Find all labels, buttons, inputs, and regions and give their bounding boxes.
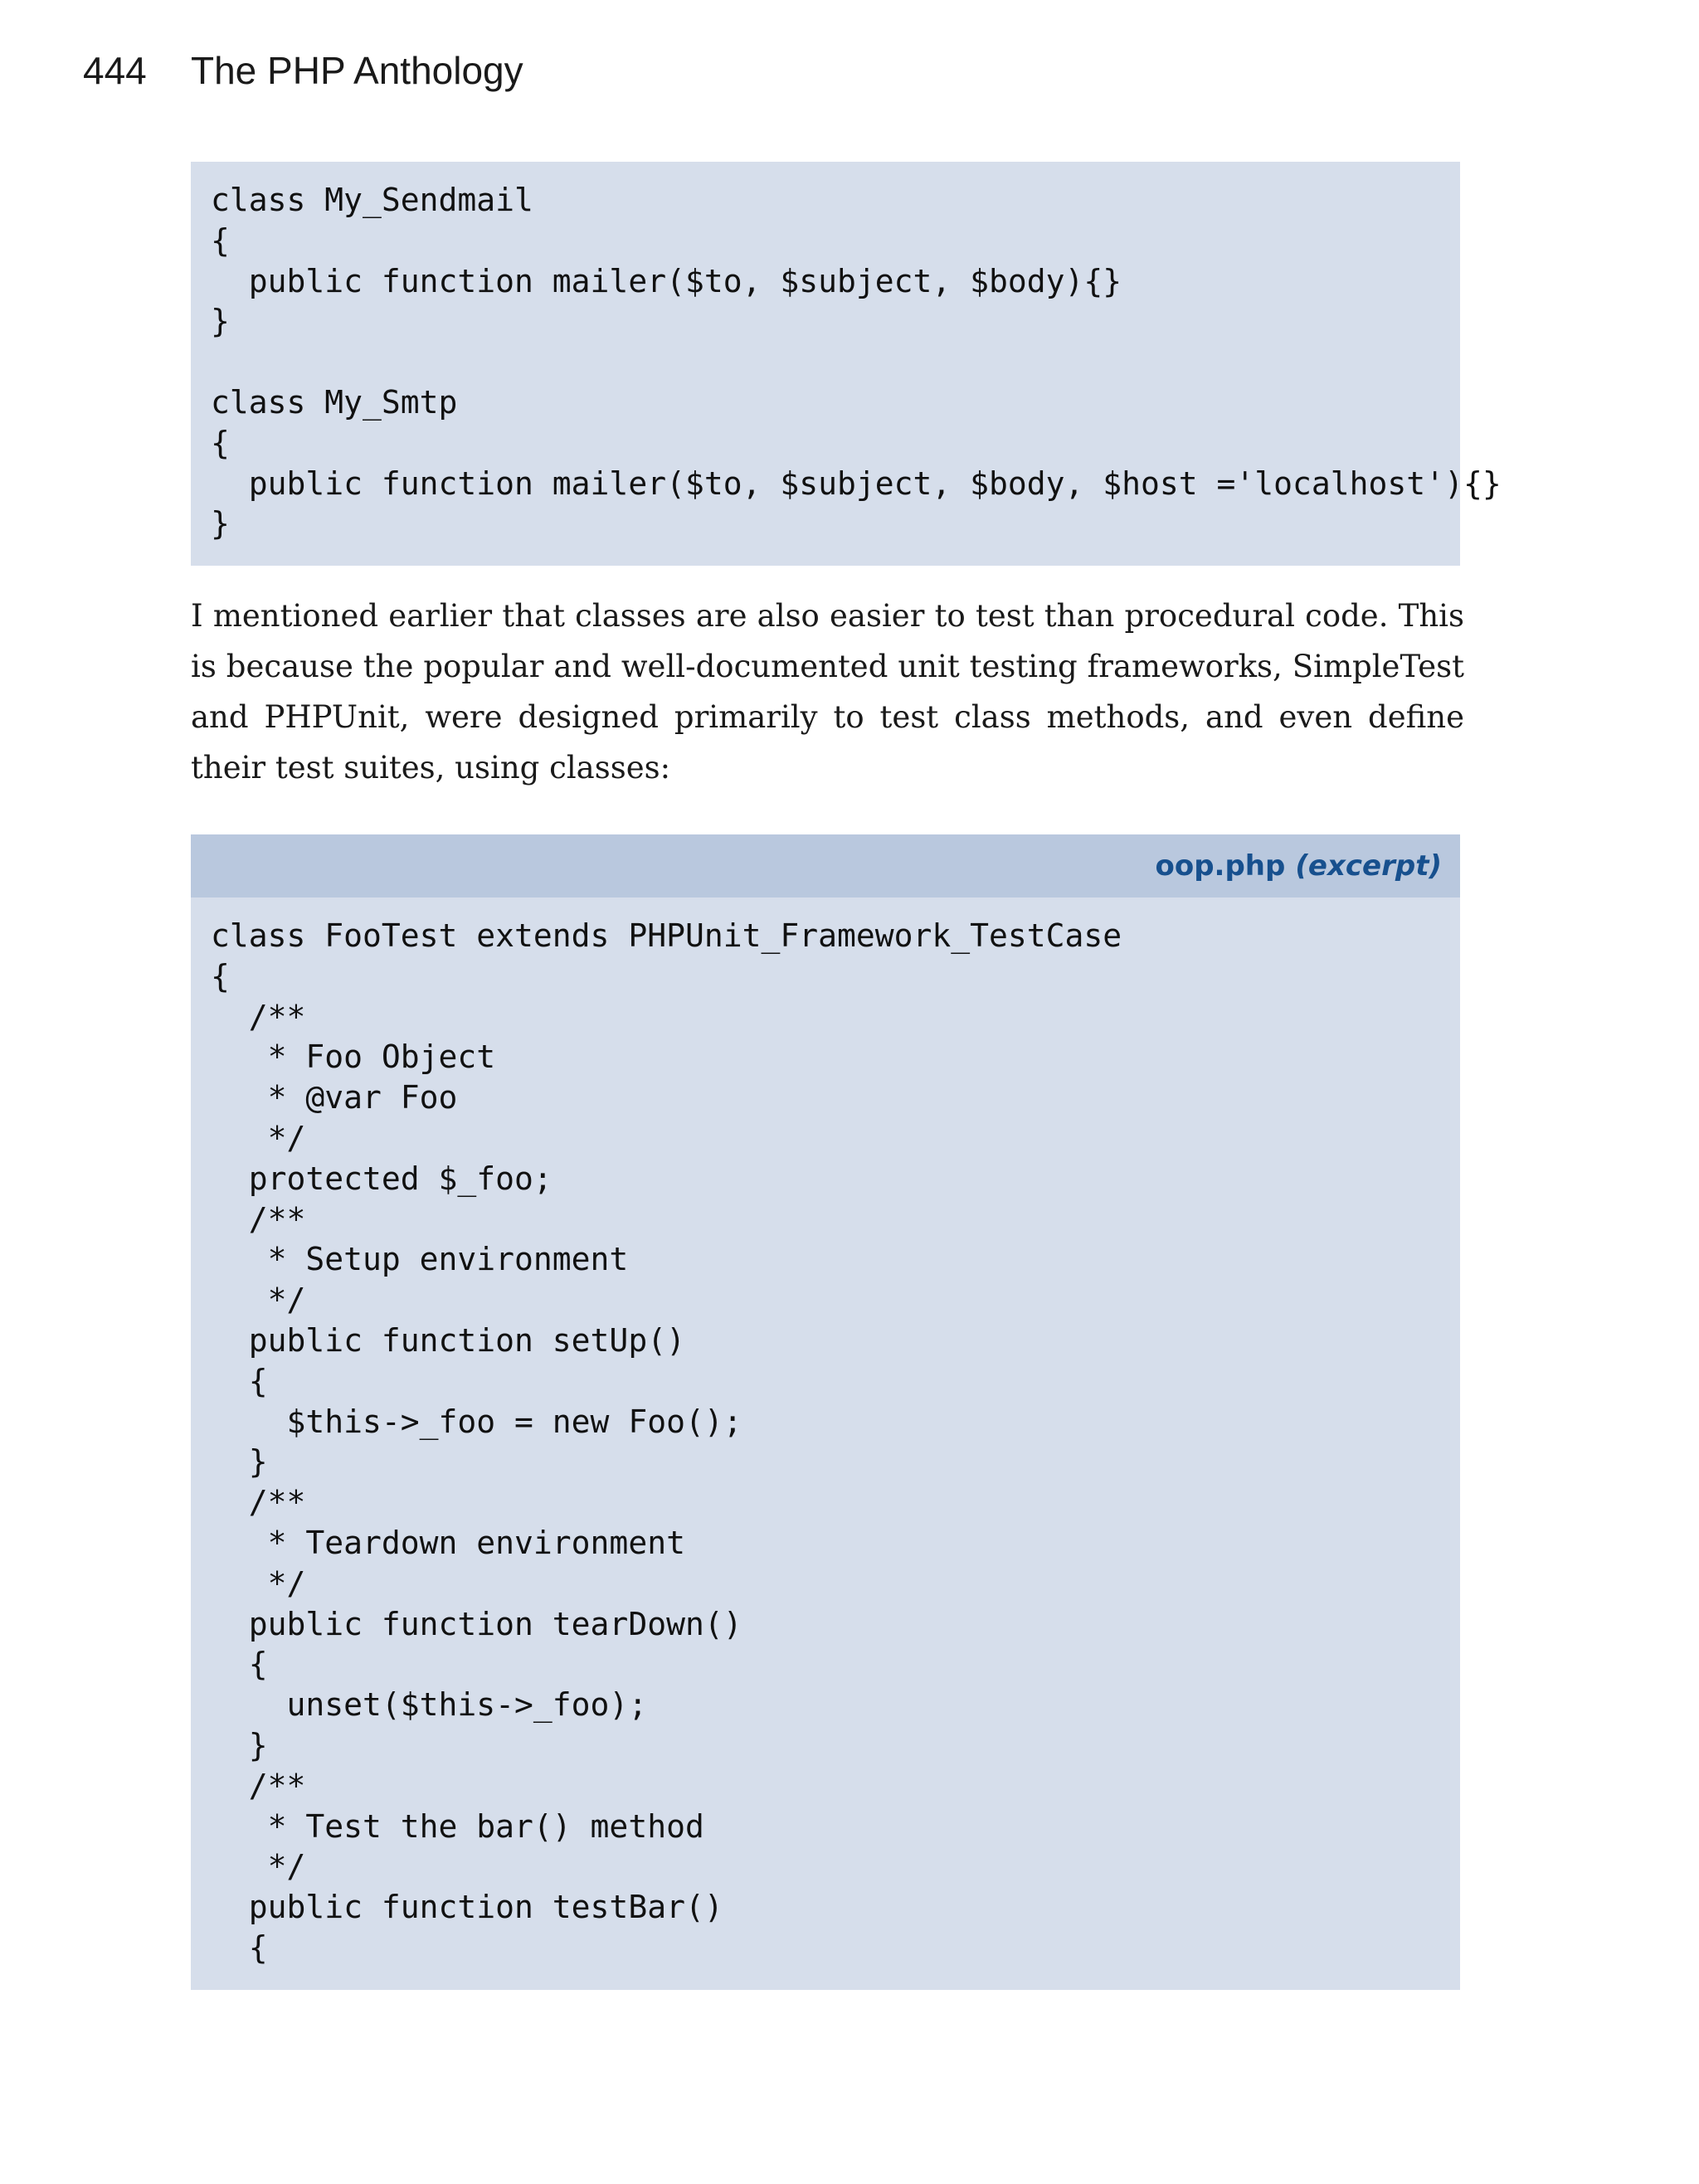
code-line: /**	[211, 1767, 306, 1804]
code-line: */	[211, 1119, 306, 1156]
caption-excerpt-note: (excerpt)	[1295, 849, 1442, 883]
code-line: }	[211, 1443, 268, 1481]
code-line: class My_Smtp	[211, 383, 458, 421]
page-header	[83, 48, 523, 98]
page-number: 444	[83, 49, 147, 92]
code-body	[191, 897, 1460, 1968]
code-line: * Test the bar() method	[211, 1807, 704, 1845]
code-line: public function mailer($to, $subject, $body, $host ='localhost'){}	[211, 465, 1502, 502]
body-paragraph: I mentioned earlier that classes are also easier to test than procedural code. This is because the popular and well-documented unit testing frameworks, SimpleTest and PHPUnit, were designed primarily to test class methods, and even define their test suites, using classes:	[191, 598, 1464, 786]
code-line: * Setup environment	[211, 1241, 629, 1278]
code-line: {	[211, 221, 230, 259]
code-line: * Teardown environment	[211, 1524, 685, 1561]
caption-filename: oop.php	[1155, 849, 1286, 883]
code-line: {	[211, 1362, 268, 1399]
code-line: {	[211, 424, 230, 461]
code-line: */	[211, 1848, 306, 1885]
code-line: /**	[211, 1484, 306, 1521]
code-line: /**	[211, 1200, 306, 1238]
code-line: class FooTest extends PHPUnit_Framework_TestCase	[211, 917, 1122, 954]
code-listing-mailer-classes	[191, 162, 1502, 566]
code-line: */	[211, 1564, 306, 1602]
code-line: }	[211, 1726, 268, 1763]
code-line: /**	[211, 998, 306, 1035]
book-title: The PHP Anthology	[191, 49, 523, 92]
code-line: {	[211, 1646, 268, 1683]
code-line: {	[211, 957, 230, 995]
code-line: public function tearDown()	[211, 1605, 742, 1642]
code-line: class My_Sendmail	[211, 182, 533, 218]
code-line: * Foo Object	[211, 1038, 496, 1076]
code-line: */	[211, 1282, 306, 1319]
code-listing-footest	[191, 834, 1460, 1990]
code-line: }	[211, 505, 230, 542]
code-line: * @var Foo	[211, 1079, 458, 1116]
code-line: }	[211, 303, 230, 340]
code-line: public function mailer($to, $subject, $body){}	[211, 262, 1122, 299]
code-caption	[191, 834, 1460, 897]
code-line: protected $_foo;	[211, 1160, 553, 1197]
code-line: unset($this->_foo);	[211, 1686, 648, 1724]
code-line	[211, 342, 1460, 382]
code-line: $this->_foo = new Foo();	[211, 1403, 742, 1440]
code-line: public function testBar()	[211, 1889, 723, 1926]
code-line: {	[211, 1929, 268, 1966]
code-line: public function setUp()	[211, 1321, 685, 1359]
